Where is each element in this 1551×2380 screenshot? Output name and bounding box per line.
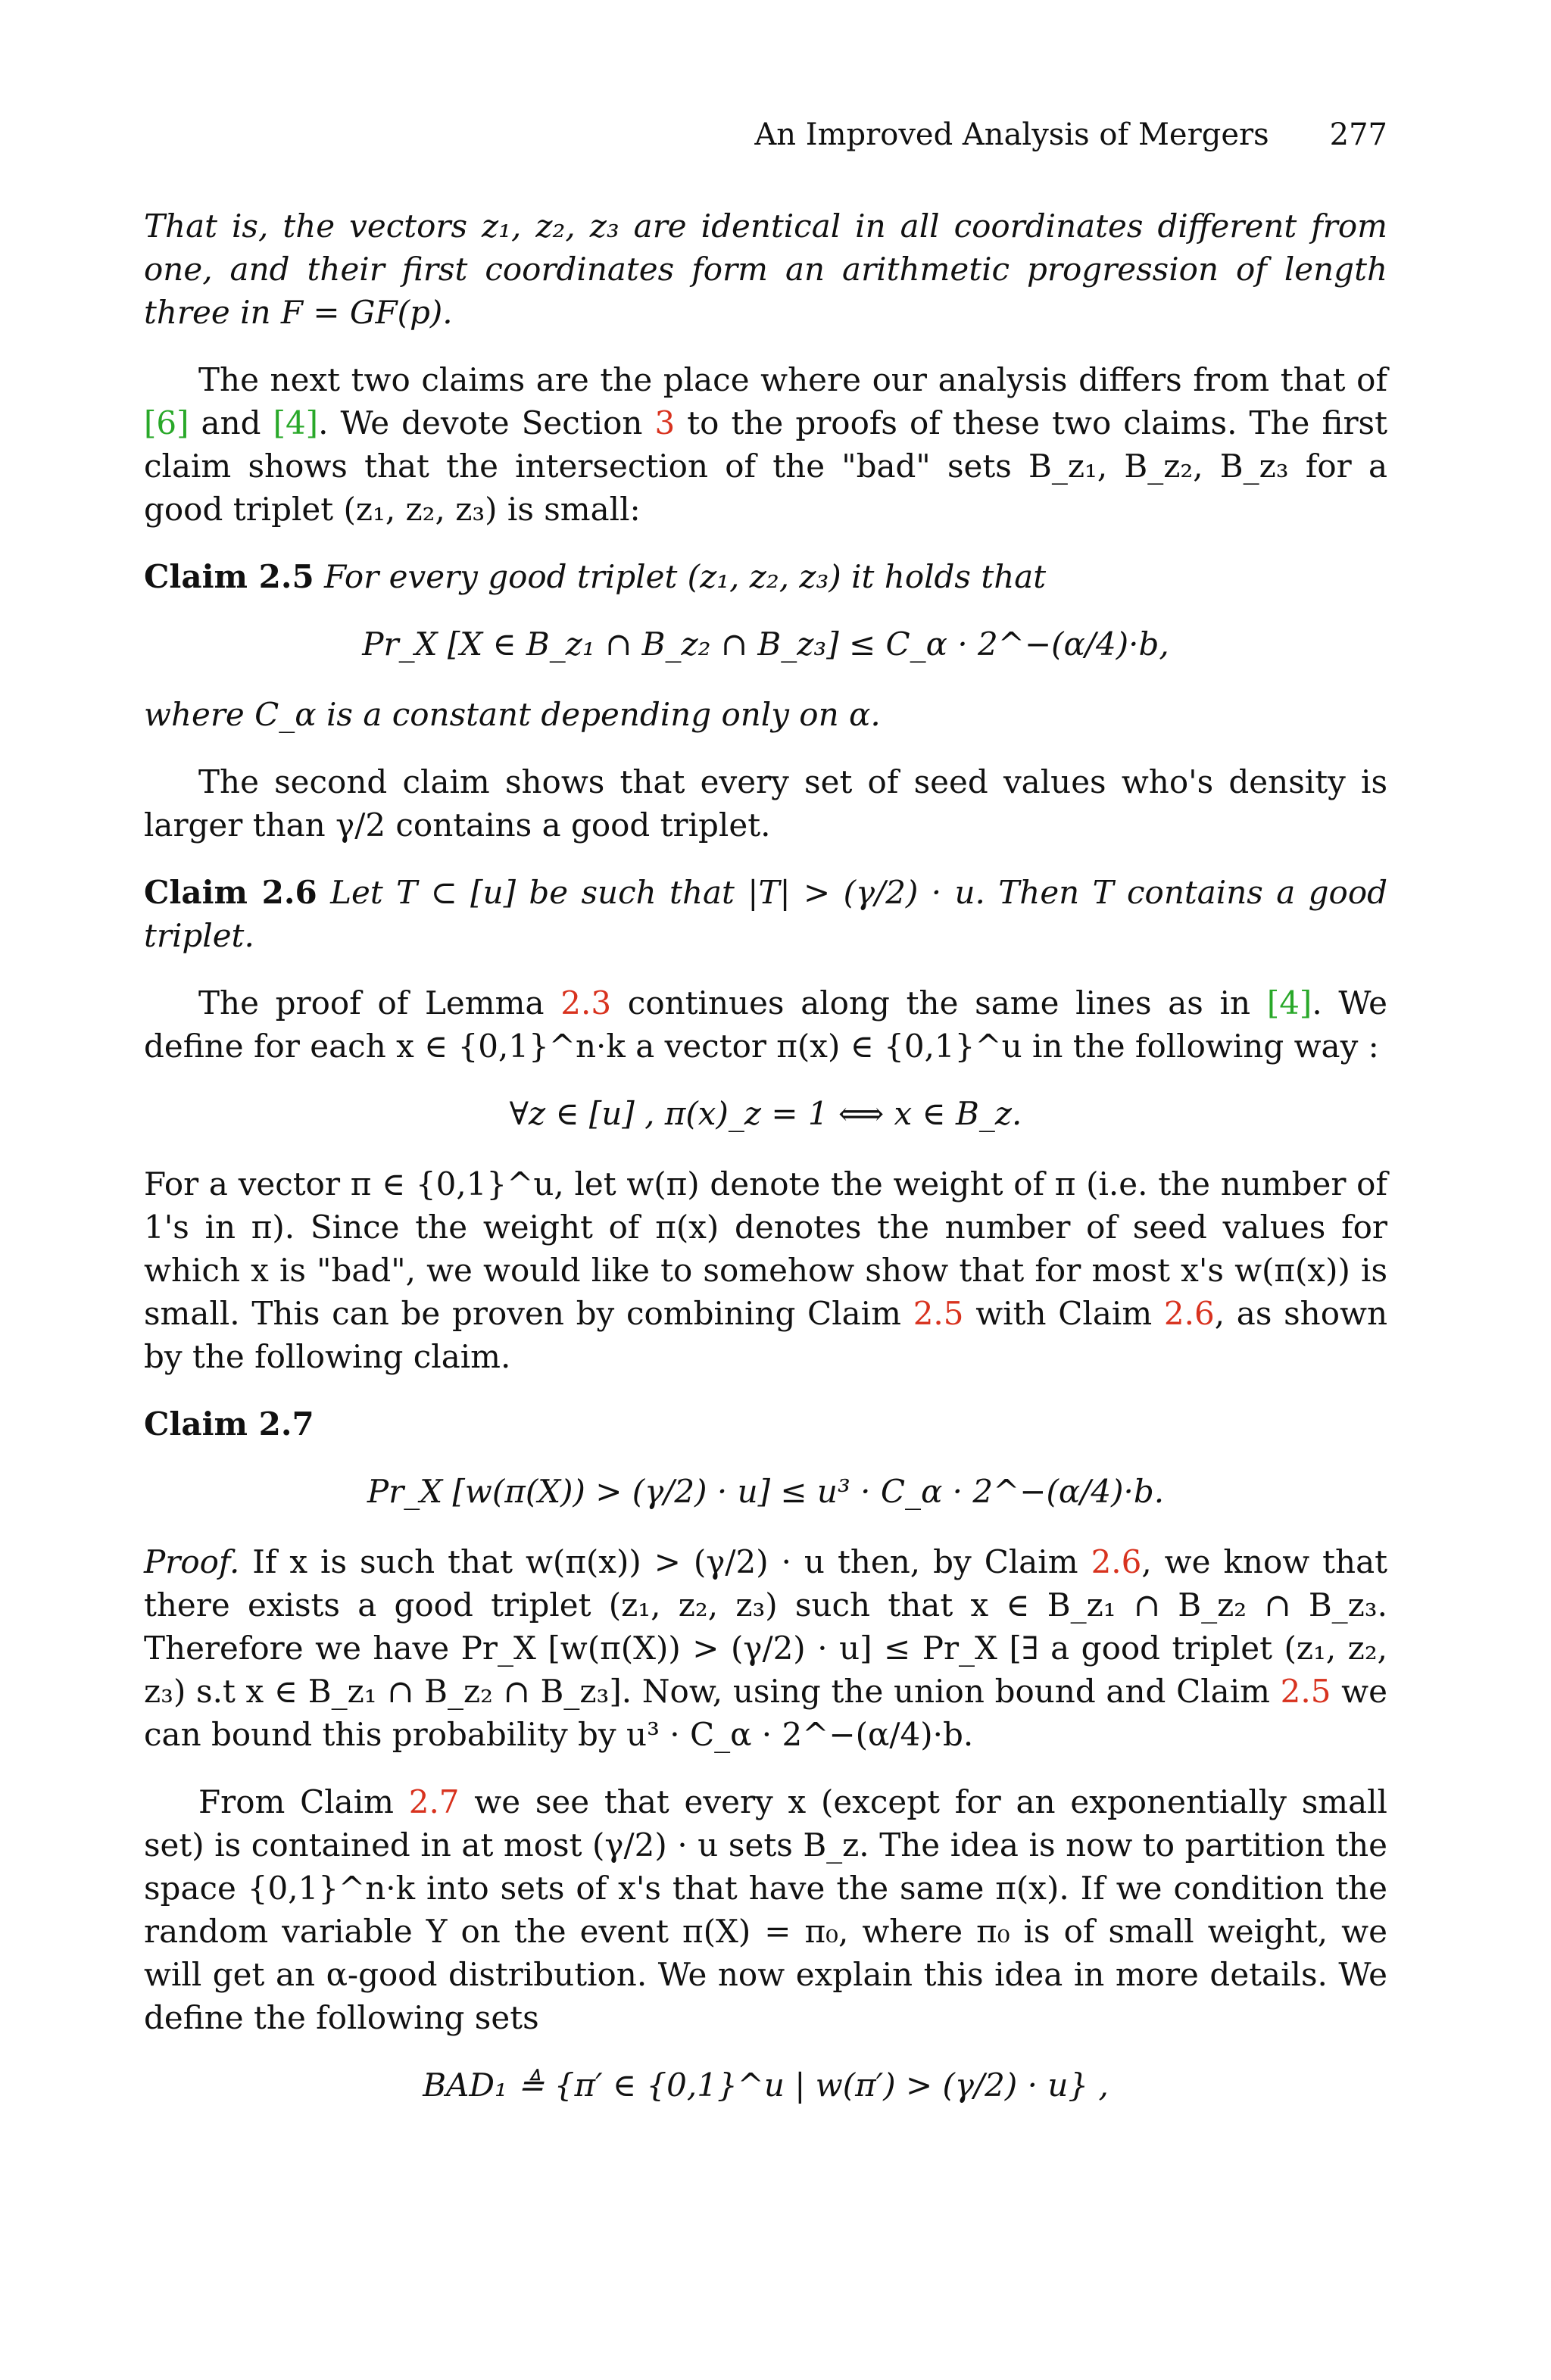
text: The proof of Lemma: [198, 984, 545, 1022]
text: If x is such that w(π(x)) > (γ/2) · u then, by Claim: [252, 1543, 1078, 1580]
paragraph: [144, 1162, 1387, 1378]
section-reference-link[interactable]: 3: [654, 404, 676, 441]
paragraph: [144, 1780, 1387, 2039]
claim-reference-link[interactable]: 2.5: [1280, 1673, 1331, 1710]
lemma-reference-link[interactable]: 2.3: [560, 984, 612, 1022]
paragraph: The second claim shows that every set of seed values who's density is larger than γ/2 contains a good triplet.: [144, 763, 1387, 844]
text: to the proofs of these two claims. The first claim shows that the intersection of the "bad" sets B_z₁, B_z₂, B_z₃ for a good triplet (z₁, z₂, z₃) is small:: [144, 404, 1387, 528]
citation-link[interactable]: [4]: [273, 404, 319, 441]
text: For a vector π ∈ {0,1}^u, let w(π) denote the weight of π (i.e. the number of 1's in π). Since the weight of π(x) denotes the number of seed values for which x is "bad", we would like to somehow show that for most x's w(π(x)) is small. This can be proven by combining Claim: [144, 1165, 1387, 1332]
claim-reference-link[interactable]: 2.6: [1091, 1543, 1142, 1580]
equation: ∀z ∈ [u] , π(x)_z = 1 ⟺ x ∈ B_z.: [509, 1095, 1022, 1132]
text: with Claim: [975, 1295, 1153, 1332]
running-title: An Improved Analysis of Mergers: [754, 117, 1269, 152]
text: we can bound this probability by u³ · C_α · 2^−(α/4)·b.: [144, 1673, 1387, 1753]
text: From Claim: [198, 1783, 394, 1820]
text: continues along the same lines as in: [627, 984, 1251, 1022]
text: and: [201, 404, 261, 441]
running-header: [144, 112, 1387, 158]
claim-reference-link[interactable]: 2.7: [408, 1783, 460, 1820]
text: . We define for each x ∈ {0,1}^n·k a vector π(x) ∈ {0,1}^u in the following way :: [144, 984, 1388, 1065]
equation: Pr_X [X ∈ B_z₁ ∩ B_z₂ ∩ B_z₃] ≤ C_α · 2^−(α/4)·b,: [362, 625, 1169, 663]
claim-continuation: That is, the vectors z₁, z₂, z₃ are identical in all coordinates different from one, and their first coordinates form an arithmetic progression of length three in F = GF(p).: [144, 207, 1387, 331]
claim-tail: where C_α is a constant depending only on α.: [144, 696, 881, 733]
equation: Pr_X [w(π(X)) > (γ/2) · u] ≤ u³ · C_α · 2^−(α/4)·b.: [367, 1473, 1165, 1510]
citation-link[interactable]: [6]: [144, 404, 189, 441]
proof: [144, 1540, 1387, 1756]
claim-label: Claim 2.7: [144, 1405, 314, 1443]
claim-2-7: [144, 1402, 1387, 1446]
page-number: 277: [1329, 117, 1387, 152]
page-body: [144, 204, 1387, 2134]
claim-reference-link[interactable]: 2.6: [1163, 1295, 1215, 1332]
claim-label: Claim 2.5: [144, 558, 314, 595]
paragraph: [144, 358, 1387, 531]
claim-2-5: [144, 555, 1387, 598]
claim-label: Claim 2.6: [144, 874, 317, 911]
text: The next two claims are the place where our analysis differs from that of: [198, 361, 1387, 398]
paragraph: [144, 981, 1387, 1068]
claim-statement: For every good triplet (z₁, z₂, z₃) it holds that: [324, 558, 1047, 595]
claim-reference-link[interactable]: 2.5: [913, 1295, 964, 1332]
text: , as shown by the following claim.: [144, 1295, 1388, 1375]
text: we see that every x (except for an exponentially small set) is contained in at most (γ/2) · u sets B_z. The idea is now to partition the space {0,1}^n·k into sets of x's that have the same π(x). If we condition the random variable Y on the event π(X) = π₀, where π₀ is of small weight, we will get an α-good distribution. We now explain this idea in more details. We define the following sets: [144, 1783, 1387, 2036]
text: . We devote Section: [318, 404, 643, 441]
claim-statement: Let T ⊂ [u] be such that |T| > (γ/2) · u. Then T contains a good triplet.: [144, 874, 1388, 954]
citation-link[interactable]: [4]: [1266, 984, 1312, 1022]
claim-2-6: [144, 871, 1387, 957]
text: , we know that there exists a good triplet (z₁, z₂, z₃) such that x ∈ B_z₁ ∩ B_z₂ ∩ B_z₃. Therefore we have Pr_X [w(π(X)) > (γ/2) · u] ≤ Pr_X [∃ a good triplet (z₁, z₂, z₃) s.t x ∈ B_z₁ ∩ B_z₂ ∩ B_z₃]. Now, using the union bound and Claim: [144, 1543, 1388, 1710]
equation: BAD₁ ≜ {π′ ∈ {0,1}^u | w(π′) > (γ/2) · u} ,: [423, 2067, 1109, 2104]
proof-label: Proof.: [144, 1543, 240, 1580]
